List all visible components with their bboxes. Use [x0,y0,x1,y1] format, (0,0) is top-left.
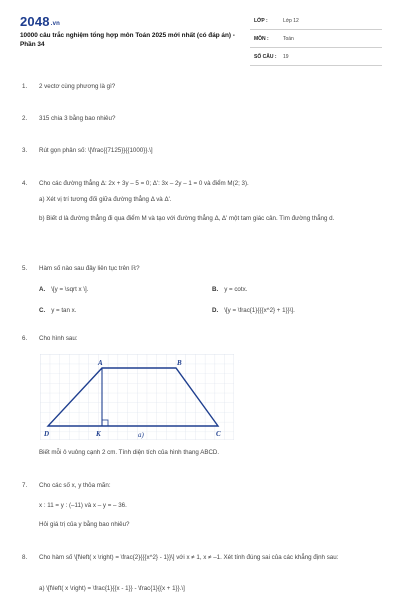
option-label: B. [212,286,219,293]
side-label-a: a) [138,431,144,439]
option-text: \[y = \frac{1}{{{x^2} + 1}}\]. [224,307,295,314]
question-text: Cho hàm số \[f\left( x \right) = \frac{2}{{{x^2} - 1}}\] với x ≠ 1, x ≠ –1. Xét tính đúng sai của các khẳng định sau: [39,554,339,561]
question-part: a) Xét vị trí tương đối giữa đường thẳng Δ và Δ'. [39,196,172,203]
option-label: C. [39,307,46,314]
vertex-label-a: A [98,359,103,367]
question-after-text: Biết mỗi ô vuông cạnh 2 cm. Tính diện tích của hình thang ABCD. [39,449,220,456]
metadata-panel [250,15,382,69]
question-number: 6. [22,335,28,342]
meta-value: Lớp 12 [283,18,299,24]
logo-text: 2048 [20,14,50,29]
question-part: x : 11 = y : (–11) và x – y = – 36. [39,502,127,509]
site-logo[interactable] [20,14,60,29]
answer-option-b[interactable] [212,286,247,293]
question-number: 3. [22,147,28,154]
meta-value: Toán [283,36,294,42]
answer-option-a[interactable] [39,286,89,293]
grid-background [40,354,234,440]
option-text: \[y = \sqrt x \]. [51,286,89,293]
question-number: 5. [22,265,28,272]
meta-row-subject [250,33,382,48]
question-number: 8. [22,554,28,561]
meta-row-class [250,15,382,30]
point-label-k: K [96,430,101,438]
meta-label: LỚP : [254,18,268,24]
question-part: a) \[f\left( x \right) = \frac{1}{{x - 1}} - \frac{1}{{x + 1}}.\] [39,585,185,592]
question-text: 315 chia 3 bằng bao nhiêu? [39,115,116,122]
option-text: y = tan x. [51,307,77,314]
question-text: Cho hình sau: [39,335,78,342]
logo-domain: .vn [50,21,61,27]
question-text: Cho các đường thẳng Δ: 2x + 3y – 5 = 0; Δ': 3x – 2y – 1 = 0 và điểm M(2; 3). [39,180,249,187]
question-number: 1. [22,83,28,90]
trapezoid-figure [40,354,234,440]
option-label: A. [39,286,46,293]
answer-option-c[interactable] [39,307,76,314]
question-number: 2. [22,115,28,122]
option-text: y = cotx. [224,286,248,293]
meta-row-count [250,51,382,66]
vertex-label-c: C [216,430,221,438]
question-part: Hỏi giá trị của y bằng bao nhiêu? [39,521,130,528]
document-title: 10000 câu trắc nghiệm tổng hợp môn Toán 2025 mới nhất (có đáp án) - Phần 34 [20,32,235,48]
meta-label: MÔN : [254,36,269,42]
meta-label: SỐ CÂU : [254,54,277,60]
option-label: D. [212,307,219,314]
question-text: Cho các số x, y thỏa mãn: [39,482,111,489]
question-part: b) Biết d là đường thẳng đi qua điểm M và tạo với đường thẳng Δ, Δ' một tam giác cân. Tìm đường thẳng d. [39,215,335,222]
answer-option-d[interactable] [212,307,295,314]
question-number: 7. [22,482,28,489]
question-text: 2 vectơ cùng phương là gì? [39,83,116,90]
vertex-label-d: D [44,430,50,438]
question-text: Rút gọn phân số: \[\frac{{7125}}{{1000}}.\] [39,147,153,154]
question-text: Hàm số nào sau đây liên tục trên ℝ? [39,265,140,272]
vertex-label-b: B [177,359,182,367]
meta-value: 19 [283,54,289,60]
question-number: 4. [22,180,28,187]
